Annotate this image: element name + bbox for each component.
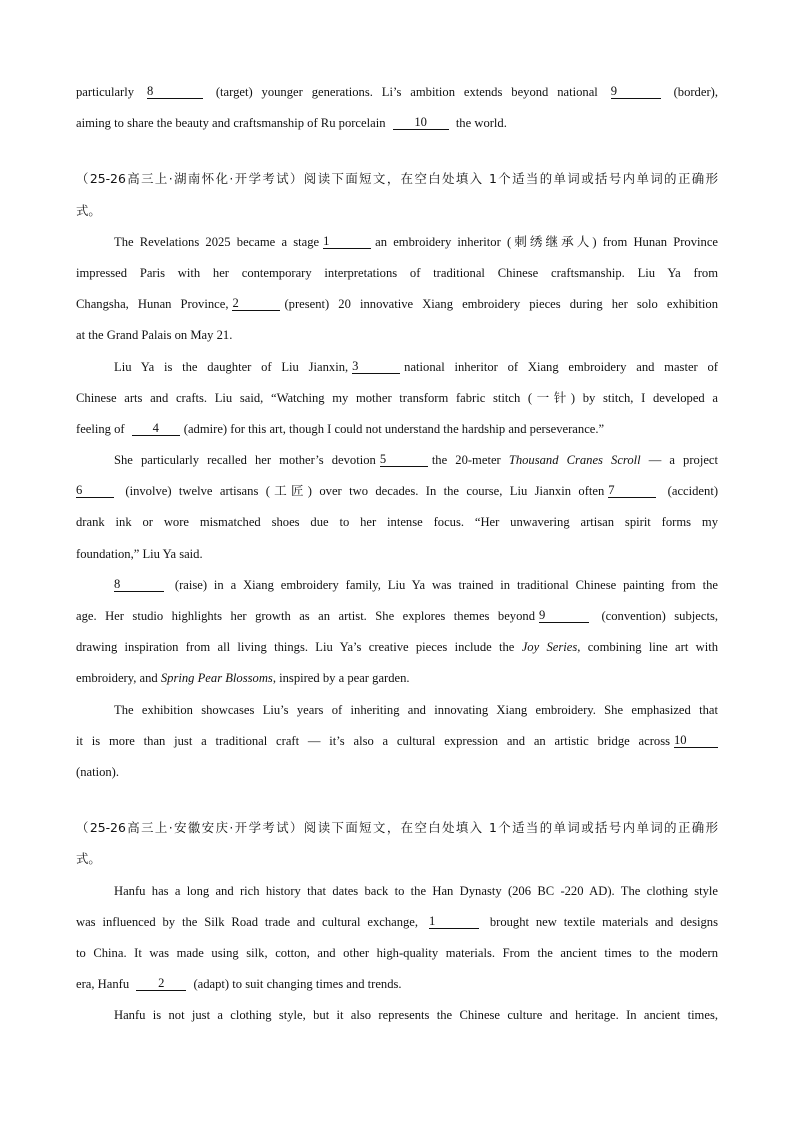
text-line: feeling of 4 (admire) for this art, though I could not understand the hardship and perseverance.” [76,420,605,436]
text-line: drank ink or wore mismatched shoes due to her intense focus. “Her unwavering artisan spirit forms my [76,515,718,530]
text-line: Liu Ya is the daughter of Liu Jianxin, 3 national inheritor of Xiang embroidery and master of [114,358,718,374]
text-line: age. Her studio highlights her growth as an artist. She explores themes beyond 9 (convention) subjects, [76,608,718,623]
answer-blank-7[interactable]: 7 [608,484,656,498]
answer-blank-8b[interactable]: 8 [114,578,164,592]
answer-blank-6[interactable]: 6 [76,484,114,498]
answer-blank-2c[interactable]: 2 [136,977,186,991]
text-line: Hanfu has a long and rich history that dates back to the Han Dynasty (206 BC -220 AD). The clothing style [114,883,718,898]
text-line: aiming to share the beauty and craftsmanship of Ru porcelain 10 the world. [76,115,507,131]
answer-blank-10b[interactable]: 10 [674,734,718,748]
text-line: was influenced by the Silk Road trade and cultural exchange, 1 brought new textile materials and designs [76,913,718,929]
text-line: particularly 8 (target) younger generations. Li’s ambition extends beyond national 9 (border), [76,84,718,99]
answer-blank-9b[interactable]: 9 [539,609,589,623]
text-line: embroidery, and Spring Pear Blossoms, inspired by a pear garden. [76,671,410,686]
answer-blank-4[interactable]: 4 [132,422,180,436]
text-line: She particularly recalled her mother’s devotion 5 the 20-meter Thousand Cranes Scroll — a project [114,452,719,468]
question-header: （25-26高三上·安徽安庆·开学考试）阅读下面短文，在空白处填入 1个适当的单词或括号内单词的正确形 [76,820,718,836]
answer-blank-1c[interactable]: 1 [429,915,479,929]
text-line: (nation). [76,764,120,779]
text-line: it is more than just a traditional craft — it’s also a cultural expression and an artistic bridge across 10 [76,729,718,760]
answer-blank-5[interactable]: 5 [380,453,428,467]
question-header-cont: 式。 [76,851,101,867]
text-line: 6 (involve) twelve artisans (工匠) over two decades. In the course, Liu Jianxin often 7 (accident) [76,483,719,499]
text-line: foundation,” Liu Ya said. [76,546,203,561]
answer-blank-10[interactable]: 10 [393,116,449,130]
text-line: drawing inspiration from all living things. Liu Ya’s creative pieces include the Joy Series, combining line art with [76,640,719,655]
answer-blank-1[interactable]: 1 [323,235,371,249]
answer-blank-3[interactable]: 3 [352,360,400,374]
text-line: Chinese arts and crafts. Liu said, “Watching my mother transform fabric stitch (一针) by stitch, I developed a [76,390,718,405]
text-line: Changsha, Hunan Province, 2 (present) 20 innovative Xiang embroidery pieces during her solo exhibition [76,296,718,312]
text-line: to China. It was made using silk, cotton, and other high-quality materials. From the ancient times to the modern [76,945,718,960]
answer-blank-8[interactable]: 8 [147,85,203,99]
document-page [76,80,718,1034]
text-line: 8 (raise) in a Xiang embroidery family, Liu Ya was trained in traditional Chinese painting from the [114,576,718,592]
text-line: at the Grand Palais on May 21. [76,328,233,343]
text-line: Hanfu is not just a clothing style, but it also represents the Chinese culture and heritage. In ancient times, [114,1008,718,1023]
text-line: The Revelations 2025 became a stage 1 an embroidery inheritor (刺绣继承人) from Hunan Province [114,233,718,249]
text-line: The exhibition showcases Liu’s years of inheriting and innovating Xiang embroidery. She emphasized that [114,702,718,717]
text-line: impressed Paris with her contemporary interpretations of traditional Chinese craftsmanship. Liu Ya from [76,265,718,280]
answer-blank-2[interactable]: 2 [232,297,280,311]
text-line: era, Hanfu 2 (adapt) to suit changing times and trends. [76,976,402,992]
question-header: （25-26高三上·湖南怀化·开学考试）阅读下面短文，在空白处填入 1个适当的单词或括号内单词的正确形 [76,171,718,187]
answer-blank-9[interactable]: 9 [611,85,661,99]
question-header-cont: 式。 [76,202,101,218]
